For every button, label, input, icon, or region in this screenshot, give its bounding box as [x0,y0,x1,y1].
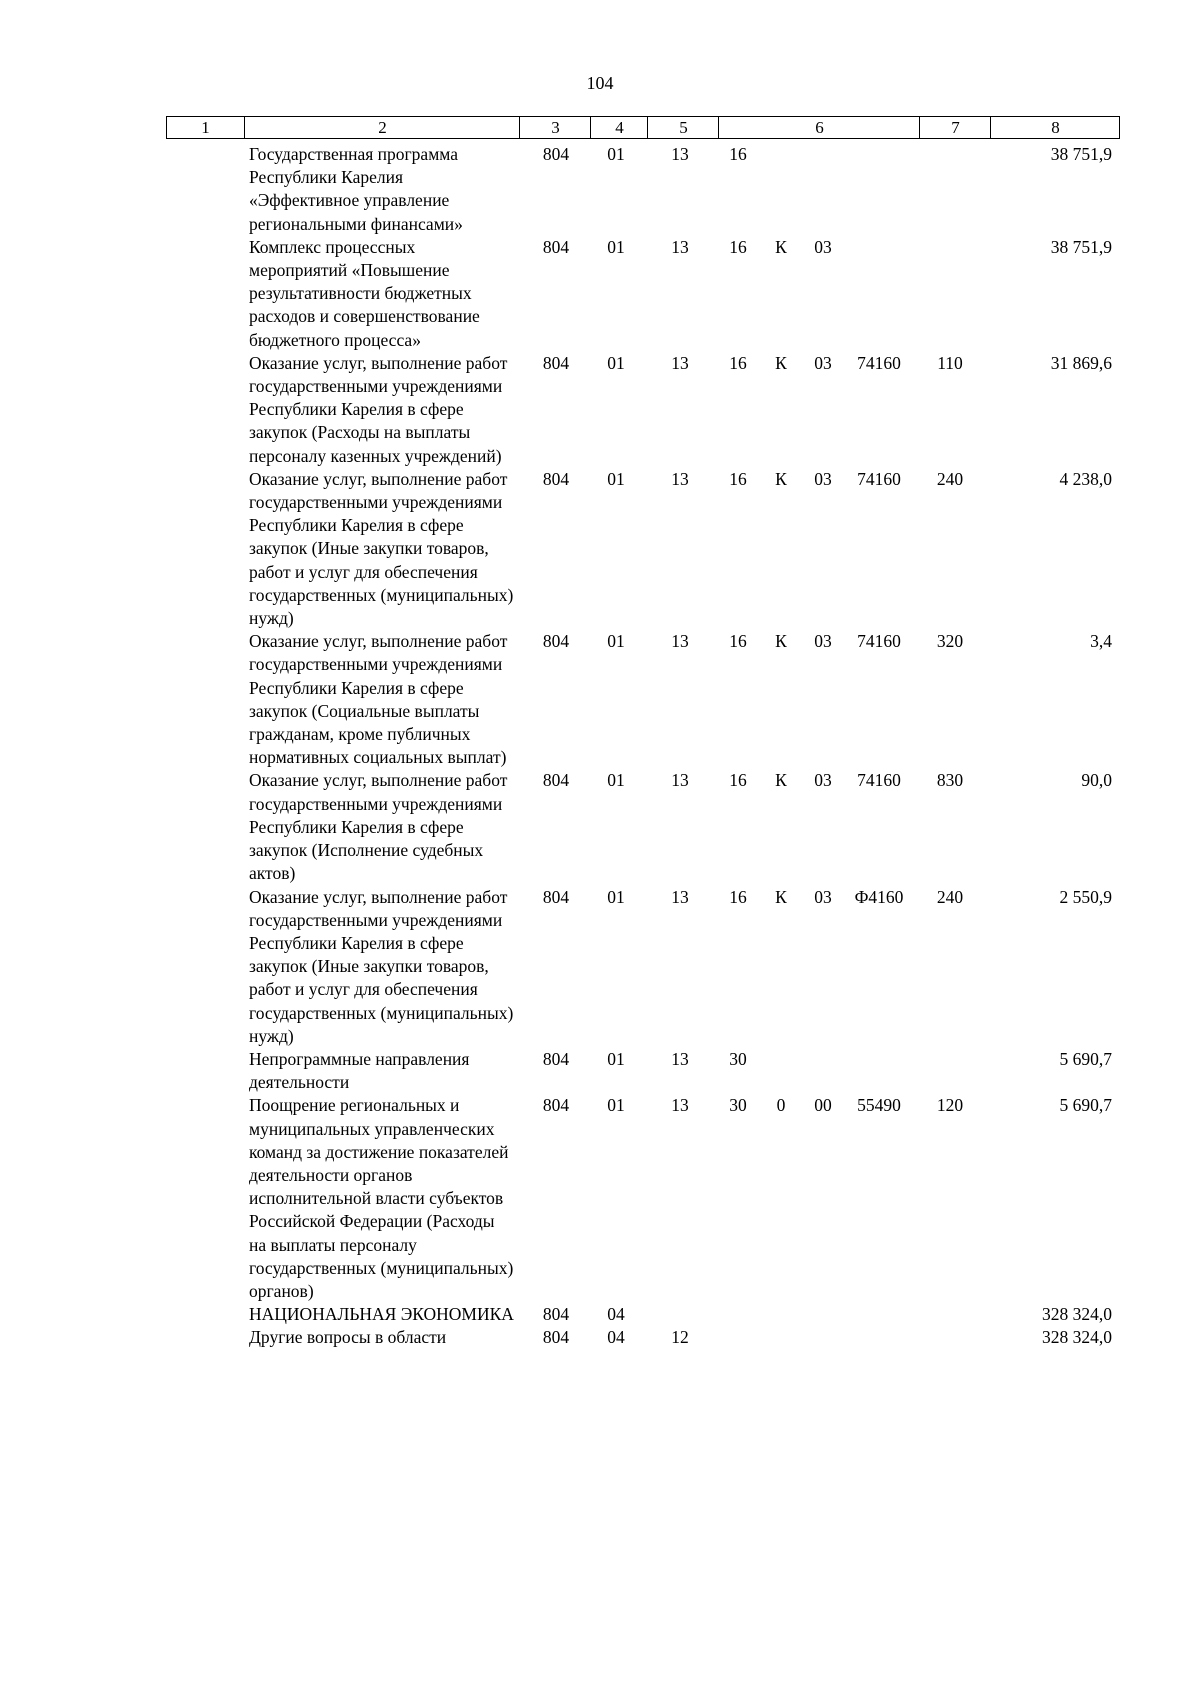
header-col-8: 8 [990,117,1120,138]
row-code-3: 804 [542,144,570,164]
row-code-5: 12 [671,1327,689,1348]
row-name: Государственная программа Республики Карелия «Эффективное управление региональными финансами» [249,144,463,234]
row-code-6-element: 00 [814,1095,832,1116]
row-code-3: 804 [542,468,570,489]
table-row [0,1094,1200,1303]
page-number: 104 [586,73,614,93]
row-code-6-direction: 74160 [857,631,901,652]
row-code-6-element: 03 [814,886,832,907]
row-name: Поощрение региональных и муниципальных управленческих команд за достижение показателей деятельности органов исполнительной власти субъектов Российской Федерации (Расходы на выплаты персоналу государственных (муниципальных) органов) [249,1095,514,1301]
row-code-6-program: 16 [729,352,747,373]
row-code-6-program: 16 [729,631,747,652]
row-amount: 328 324,0 [1042,1304,1112,1325]
row-code-5: 13 [671,144,689,164]
row-code-6-type: К [775,631,787,652]
row-amount: 328 324,0 [1042,1327,1112,1348]
row-code-6-direction: 74160 [857,770,901,791]
row-amount: 4 238,0 [1059,468,1112,489]
row-amount: 5 690,7 [1059,1048,1112,1069]
row-code-5: 13 [671,886,689,907]
row-code-6-program: 16 [729,236,747,257]
table-row [0,352,1200,468]
row-name: Комплекс процессных мероприятий «Повышение результативности бюджетных расходов и совершенствование бюджетного процесса» [249,236,480,350]
row-code-7: 240 [936,468,964,489]
row-code-3: 804 [542,236,570,257]
table-row [0,630,1200,769]
row-amount: 5 690,7 [1059,1095,1112,1116]
row-code-6-program: 30 [729,1048,747,1069]
row-code-5: 13 [671,1048,689,1069]
header-col-4: 4 [590,117,648,138]
row-name: Оказание услуг, выполнение работ государственными учреждениями Республики Карелия в сфере закупок (Иные закупки товаров, работ и услуг для обеспечения государственных (муниципальных) нужд) [249,468,514,629]
row-code-6-element: 03 [814,770,832,791]
table-row [0,769,1200,885]
row-name: Оказание услуг, выполнение работ государственными учреждениями Республики Карелия в сфере закупок (Исполнение судебных актов) [249,770,508,884]
row-code-5: 13 [671,631,689,652]
header-col-7: 7 [919,117,991,138]
row-code-6-type: 0 [776,1095,786,1116]
table-row [0,1326,1200,1349]
row-code-3: 804 [542,1327,570,1348]
row-code-6-element: 03 [814,468,832,489]
row-amount: 90,0 [1081,770,1112,791]
row-name: Другие вопросы в области [249,1327,447,1348]
row-code-7: 240 [936,886,964,907]
table-row [0,1048,1200,1094]
row-name: Оказание услуг, выполнение работ государственными учреждениями Республики Карелия в сфере закупок (Иные закупки товаров, работ и услуг для обеспечения государственных (муниципальных) нужд) [249,886,514,1046]
table-row [0,468,1200,630]
row-code-6-type: К [775,886,787,907]
row-code-6-direction: 74160 [857,468,901,489]
row-code-6-element: 03 [814,236,832,257]
row-code-6-program: 16 [729,468,747,489]
row-code-6-program: 16 [729,144,747,164]
row-name: Непрограммные направления деятельности [249,1048,470,1093]
row-code-7: 830 [936,770,964,791]
header-col-6: 6 [718,117,920,138]
row-code-4: 01 [607,770,625,791]
row-name: Оказание услуг, выполнение работ государственными учреждениями Республики Карелия в сфере закупок (Расходы на выплаты персоналу казенных учреждений) [249,352,508,466]
row-code-7: 320 [936,631,964,652]
header-col-1: 1 [201,118,210,137]
row-amount: 38 751,9 [1050,236,1112,257]
row-code-4: 01 [607,1095,625,1116]
row-code-5: 13 [671,1095,689,1116]
row-amount: 38 751,9 [1050,144,1112,164]
row-code-6-direction: Ф4160 [854,886,904,907]
table-row [0,1303,1200,1326]
row-code-4: 01 [607,144,625,164]
header-col-2: 2 [244,117,520,138]
header-col-5: 5 [647,117,719,138]
row-code-6-direction: 74160 [857,352,901,373]
table-body [0,143,1200,1350]
row-code-4: 01 [607,468,625,489]
row-code-6-type: К [775,352,787,373]
row-code-6-element: 03 [814,631,832,652]
row-code-5: 13 [671,468,689,489]
row-code-6-direction: 55490 [857,1095,901,1116]
table-row [0,886,1200,1048]
row-code-4: 01 [607,886,625,907]
row-code-5: 13 [671,352,689,373]
row-code-3: 804 [542,770,570,791]
row-code-6-program: 16 [729,770,747,791]
row-code-3: 804 [542,631,570,652]
row-code-6-type: К [775,468,787,489]
table-row [0,236,1200,352]
table-header [166,116,1120,139]
row-name: Оказание услуг, выполнение работ государственными учреждениями Республики Карелия в сфере закупок (Социальные выплаты гражданам, кроме публичных нормативных социальных выплат) [249,631,508,768]
row-amount: 3,4 [1090,631,1112,652]
row-code-6-program: 30 [729,1095,747,1116]
table-row [0,143,1200,236]
row-code-7: 110 [937,352,963,373]
row-name: НАЦИОНАЛЬНАЯ ЭКОНОМИКА [249,1304,514,1325]
row-code-3: 804 [542,886,570,907]
row-amount: 2 550,9 [1059,886,1112,907]
row-code-4: 01 [607,1048,625,1069]
row-code-6-element: 03 [814,352,832,373]
row-code-4: 01 [607,236,625,257]
row-code-4: 04 [607,1327,625,1348]
row-code-3: 804 [542,1095,570,1116]
row-code-5: 13 [671,770,689,791]
row-code-6-program: 16 [729,886,747,907]
row-code-3: 804 [542,1048,570,1069]
row-code-4: 01 [607,352,625,373]
row-code-7: 120 [936,1095,964,1116]
row-code-4: 01 [607,631,625,652]
header-col-3: 3 [519,117,591,138]
row-code-3: 804 [542,352,570,373]
row-code-6-type: К [775,770,787,791]
row-code-3: 804 [542,1304,570,1325]
row-code-4: 04 [607,1304,625,1325]
row-amount: 31 869,6 [1050,352,1112,373]
row-code-5: 13 [671,236,689,257]
row-code-6-type: К [775,236,787,257]
